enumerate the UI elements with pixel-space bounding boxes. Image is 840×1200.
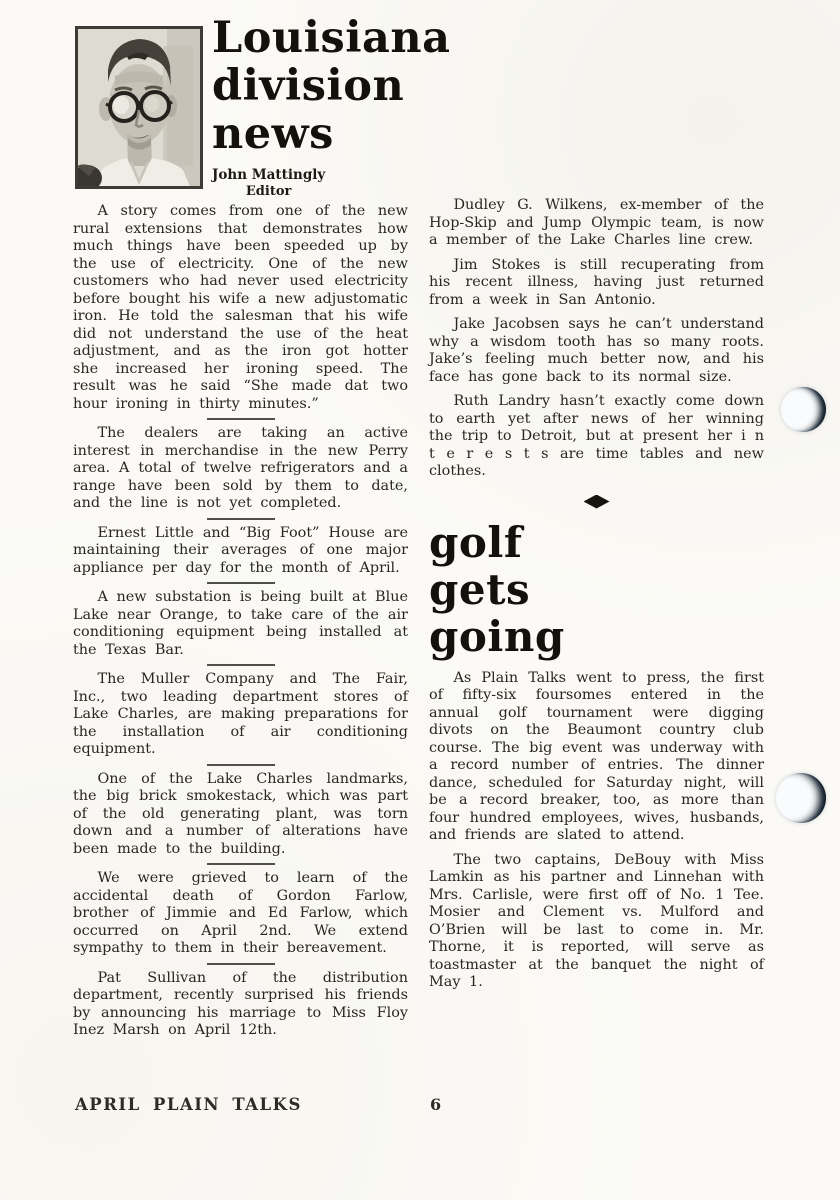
news-paragraph: The dealers are taking an active interest in merchandise in the new Perry area. A total of twelve refrigerators and a range have been sold by them to date, and the line is not yet completed.	[73, 425, 408, 511]
golf-paragraph: As Plain Talks went to press, the first of fifty-six foursomes entered in the annual golf tournament were digging divots on the Beaumont country club course. The big event was underway with a record number of entries. The dinner dance, scheduled for Saturday night, will be a record breaker, too, as more than four hundred employees, wives, husbands, and friends are slated to attend.	[429, 669, 764, 843]
binder-hole	[776, 773, 826, 823]
golf-title-line-1: golf	[429, 517, 523, 567]
right-column	[429, 197, 764, 999]
news-paragraph: Jake Jacobsen says he can’t understand why a wisdom tooth has so many roots. Jake’s feeling much better now, and his face has gone back to its normal size.	[429, 316, 764, 385]
paragraph-divider	[207, 764, 275, 766]
golf-title-line-2: gets	[429, 564, 531, 614]
paragraph-divider	[207, 582, 275, 584]
paragraph-divider	[207, 963, 275, 965]
page-number: 6	[430, 1095, 442, 1114]
page-title-line-3: news	[212, 109, 334, 159]
golf-paragraph: The two captains, DeBouy with Miss Lamkin as his partner and Linnehan with Mrs. Carlisle, were first off of No. 1 Tee. Mosier and Clement vs. Mulford and O’Brien will be last to come in. Mr. Thorne, it is reported, will serve as toastmaster at the banquet the night of May 1.	[429, 851, 764, 990]
editor-byline	[212, 167, 325, 199]
binder-hole	[781, 387, 826, 432]
news-paragraph: One of the Lake Charles landmarks, the big brick smokestack, which was part of the old generating plant, was torn down and a number of alterations have been made to the building.	[73, 770, 408, 857]
portrait-illustration	[75, 26, 203, 189]
news-paragraph: Ernest Little and “Big Foot” House are maintaining their averages of one major appliance per day for the month of April.	[73, 524, 408, 576]
paragraph-divider	[207, 664, 275, 666]
news-paragraph: Pat Sullivan of the distribution department, recently surprised his friends by announcing his marriage to Miss Floy Inez Marsh on April 12th.	[73, 969, 408, 1038]
news-paragraph: A story comes from one of the new rural extensions that demonstrates how much things have been speeded up by the use of electricity. One of the new customers who had never used electricity before bought his wife a new adjustomatic iron. He told the salesman that his wife did not understand the use of the heat adjustment, and as the iron got hotter she increased her ironing speed. The result was he said “She made dat two hour ironing in thirty minutes.”	[73, 203, 408, 412]
editor-photo	[75, 26, 203, 189]
news-paragraph: We were grieved to learn of the accidental death of Gordon Farlow, brother of Jimmie and Ed Farlow, which occurred on April 2nd. We extend sympathy to them in their bereavement.	[73, 870, 408, 956]
golf-title-line-3: going	[429, 611, 565, 661]
editor-name: John Mattingly	[212, 167, 326, 183]
diamond-ornament	[584, 495, 610, 509]
masthead	[212, 14, 451, 199]
left-column	[73, 203, 408, 1040]
news-paragraph: Dudley G. Wilkens, ex-member of the Hop-Skip and Jump Olympic team, is now a member of the Lake Charles line crew.	[429, 197, 764, 248]
editor-title: Editor	[245, 184, 292, 199]
publication-footer: APRIL PLAIN TALKS	[75, 1095, 302, 1114]
page-title-line-1: Louisiana	[212, 13, 451, 63]
news-paragraph: Jim Stokes is still recuperating from his recent illness, having just returned from a week in San Antonio.	[429, 256, 764, 308]
news-paragraph: A new substation is being built at Blue Lake near Orange, to take care of the air conditioning equipment being installed at the Texas Bar.	[73, 589, 408, 658]
golf-section-heading	[429, 519, 764, 660]
news-paragraph: The Muller Company and The Fair, Inc., two leading department stores of Lake Charles, are making preparations for the installation of air conditioning equipment.	[73, 671, 408, 757]
page-title-line-2: division	[212, 61, 405, 111]
news-paragraph: Ruth Landry hasn’t exactly come down to earth yet after news of her winning the trip to Detroit, but at present her i n t e r e s t s are time tables and new clothes.	[429, 393, 764, 479]
paragraph-divider	[207, 863, 275, 865]
paragraph-divider	[207, 518, 275, 520]
paragraph-divider	[207, 418, 275, 420]
